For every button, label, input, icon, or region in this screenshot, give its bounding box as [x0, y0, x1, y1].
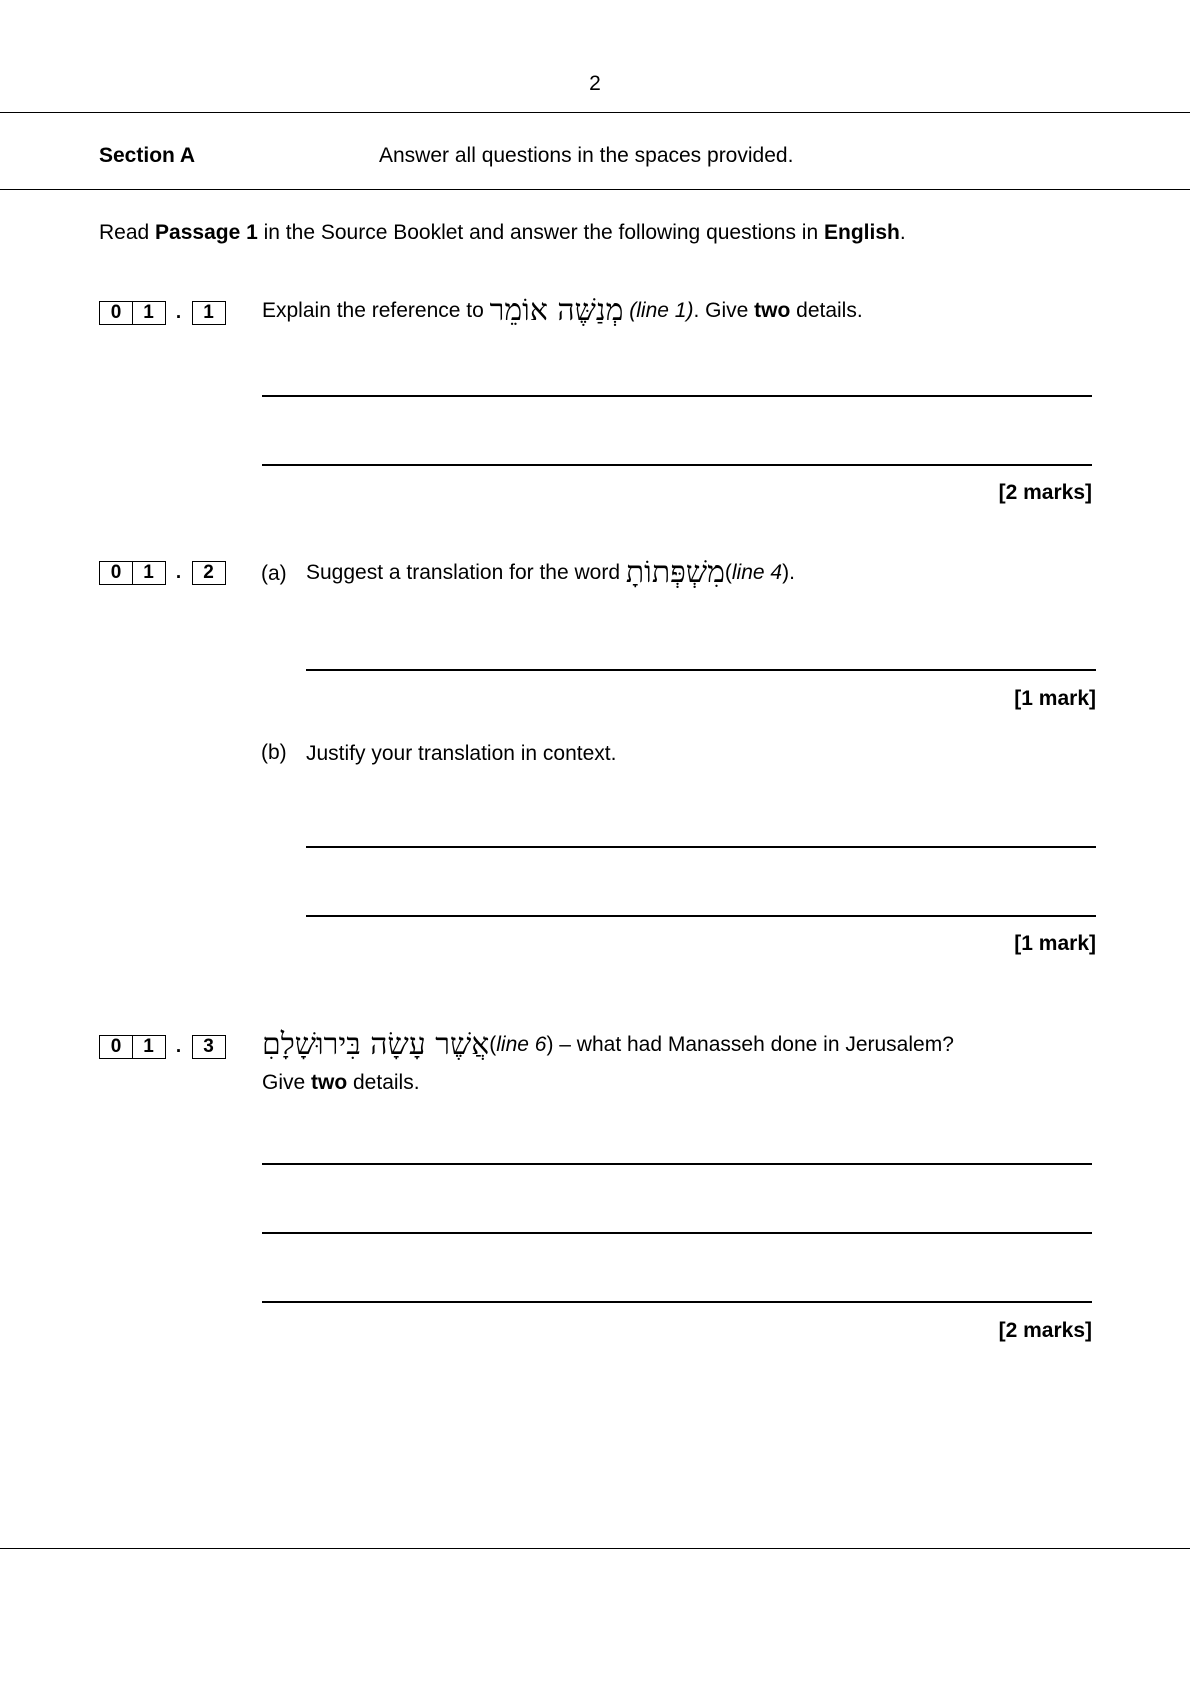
qnum-digit: 3 [192, 1035, 226, 1059]
answer-line[interactable] [262, 395, 1092, 397]
qnum-dot: . [175, 562, 182, 583]
section-instruction: Answer all questions in the spaces provided. [379, 144, 794, 167]
q3-line-ref: line 6 [496, 1033, 547, 1056]
intro-mid: in the Source Booklet and answer the following questions in [257, 221, 824, 244]
marks-label: [2 marks] [998, 1319, 1092, 1342]
q1-text-mid: . Give [693, 299, 755, 322]
answer-line[interactable] [306, 669, 1096, 671]
answer-line[interactable] [306, 846, 1096, 848]
q2a-ref-close: ). [782, 561, 795, 584]
qnum-digit: 2 [192, 561, 226, 585]
answer-line[interactable] [262, 1163, 1092, 1165]
q3-line2-pre: Give [262, 1071, 312, 1094]
q1-line-ref: (line 1) [629, 299, 694, 322]
header-rule-bottom [0, 189, 1190, 190]
qnum-digit: 0 [99, 561, 133, 585]
marks-label: [1 mark] [1014, 932, 1096, 955]
q3-line2-post: details. [347, 1071, 420, 1094]
q1-bold: two [754, 299, 791, 322]
q2a-text-pre: Suggest a translation for the word [306, 561, 626, 584]
question-text-01-1 [262, 293, 863, 328]
answer-line[interactable] [262, 464, 1092, 466]
answer-line[interactable] [306, 915, 1096, 917]
q1-text-post: details. [790, 299, 863, 322]
q3-hebrew-phrase: אֲשֶׁר עָשָׂה בִּירוּשָׁלָםִ [262, 1027, 490, 1062]
q2a-hebrew-word: מִשְׁפְּתוֹתָ [625, 555, 725, 590]
q1-hebrew-phrase: מְנַשֶּׁה אוֹמֵר [489, 293, 624, 328]
header-rule-top [0, 112, 1190, 113]
answer-line[interactable] [262, 1232, 1092, 1234]
qnum-digit: 1 [192, 301, 226, 325]
answer-line[interactable] [262, 1301, 1092, 1303]
qnum-digit: 1 [132, 301, 166, 325]
intro-passage: Passage 1 [155, 221, 258, 244]
intro-instruction [99, 221, 906, 245]
marks-label: [1 mark] [1014, 687, 1096, 710]
qnum-digit: 1 [132, 561, 166, 585]
sub-part-label-b: (b) [261, 741, 287, 764]
q3-line2-bold: two [311, 1071, 348, 1094]
marks-label: [2 marks] [998, 481, 1092, 504]
footer-rule [0, 1548, 1190, 1549]
question-number-01-3 [99, 1034, 226, 1060]
intro-pre: Read [99, 221, 156, 244]
sub-part-label-a: (a) [261, 562, 287, 585]
qnum-dot: . [175, 1036, 182, 1057]
q1-text-pre: Explain the reference to [262, 299, 490, 322]
section-title: Section A [99, 144, 196, 167]
question-text-01-3 [262, 1027, 954, 1062]
intro-post: . [899, 221, 906, 244]
q3-text-post: ) – what had Manasseh done in Jerusalem? [546, 1033, 954, 1056]
intro-language: English [823, 221, 900, 244]
page-number: 2 [589, 72, 601, 95]
q2a-ref-open: ( [724, 561, 732, 584]
question-number-01-1 [99, 300, 226, 326]
q2a-line-ref: line 4 [731, 561, 783, 584]
qnum-digit: 0 [99, 301, 133, 325]
qnum-digit: 1 [132, 1035, 166, 1059]
qnum-dot: . [175, 302, 182, 323]
question-number-01-2 [99, 560, 226, 586]
qnum-digit: 0 [99, 1035, 133, 1059]
q3-ref-open: ( [489, 1033, 497, 1056]
question-text-01-3-line2 [262, 1070, 420, 1096]
question-text-01-2b: Justify your translation in context. [306, 742, 617, 765]
question-text-01-2a [306, 555, 795, 590]
